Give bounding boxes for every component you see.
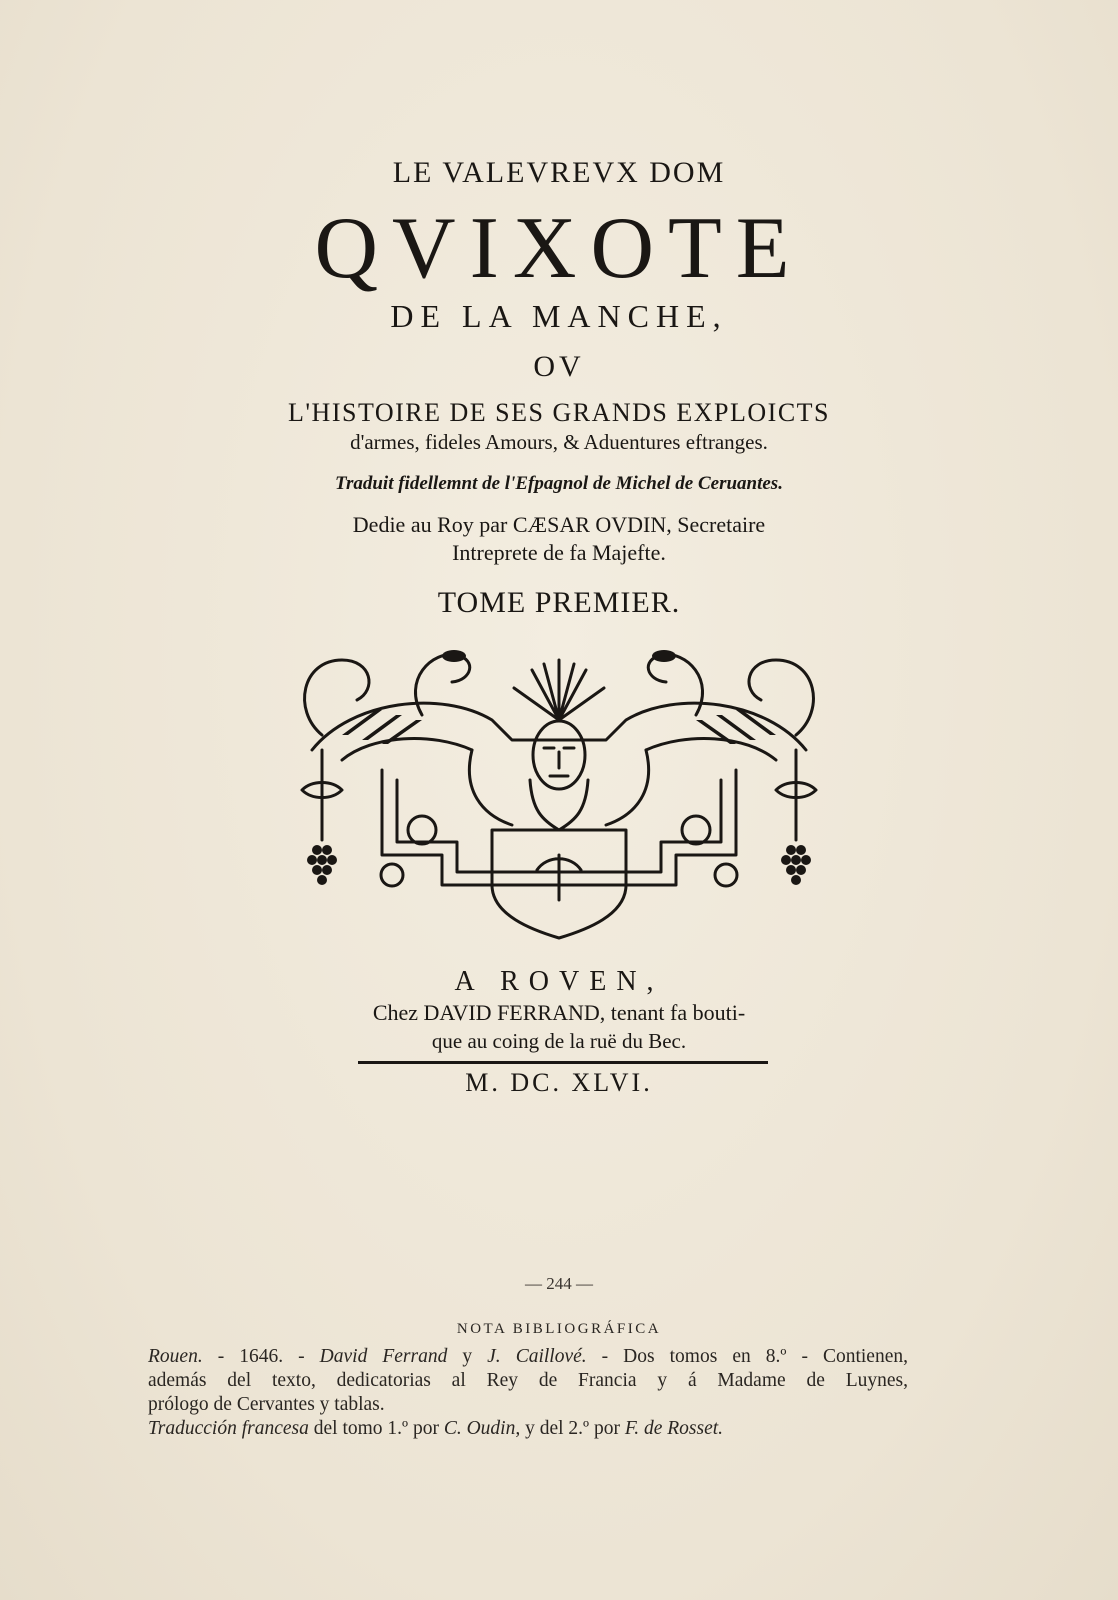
dedication-line: Dedie au Roy par CÆSAR OVDIN, Secretaire <box>352 512 766 537</box>
note-line-4 <box>148 1417 908 1441</box>
note-vol1: del tomo 1.º por <box>308 1418 444 1439</box>
title-line-1: LE VALEVREVX DOM <box>392 156 726 189</box>
title-line-4: OV <box>533 350 585 383</box>
main-title: QVIXOTE <box>314 200 804 297</box>
note-translation: Traducción francesa <box>148 1418 309 1439</box>
note-volumes: - Dos tomos en 8.º - Contienen, <box>586 1346 908 1367</box>
translator-line: Traduit fidellemnt de l'Efpagnol de Michel de Ceruantes. <box>335 473 783 494</box>
note-year: - 1646. - <box>202 1346 320 1367</box>
nota-heading: NOTA BIBLIOGRÁFICA <box>456 1321 662 1337</box>
note-translator-1: C. Oudin, <box>443 1418 521 1439</box>
place-line: A ROVEN, <box>454 966 664 997</box>
note-line-2: además del texto, dedicatorias al Rey de Francia y á Madame de Luynes, <box>148 1370 908 1391</box>
divider-rule <box>358 1061 768 1064</box>
woodcut-ornament-icon <box>282 640 836 940</box>
note-line-1 <box>148 1345 908 1369</box>
note-printer-2: J. Caillové. <box>487 1346 587 1367</box>
note-vol2: y del 2.º por <box>520 1418 625 1439</box>
note-printer: David Ferrand <box>319 1346 448 1367</box>
title-line-6: d'armes, fideles Amours, & Aduentures eftranges. <box>350 430 768 454</box>
note-translator-2: F. de Rosset. <box>624 1418 724 1439</box>
note-line-3: prólogo de Cervantes y tablas. <box>148 1394 385 1415</box>
imprint-date: M. DC. XLVI. <box>465 1068 653 1097</box>
bibliographic-note <box>148 1345 908 1441</box>
note-conj: y <box>447 1346 488 1367</box>
dedication-line-2: Intreprete de fa Majefte. <box>452 540 666 565</box>
note-place: Rouen. <box>148 1346 203 1367</box>
title-line-3: DE LA MANCHE, <box>390 298 728 334</box>
printer-line-2: que au coing de la ruë du Bec. <box>431 1029 687 1053</box>
title-line-5: L'HISTOIRE DE SES GRANDS EXPLOICTS <box>287 398 831 427</box>
printer-line-1: Chez DAVID FERRAND, tenant fa bouti- <box>372 1000 746 1025</box>
volume-label: TOME PREMIER. <box>437 586 681 619</box>
page-number: — 244 — <box>525 1274 593 1293</box>
